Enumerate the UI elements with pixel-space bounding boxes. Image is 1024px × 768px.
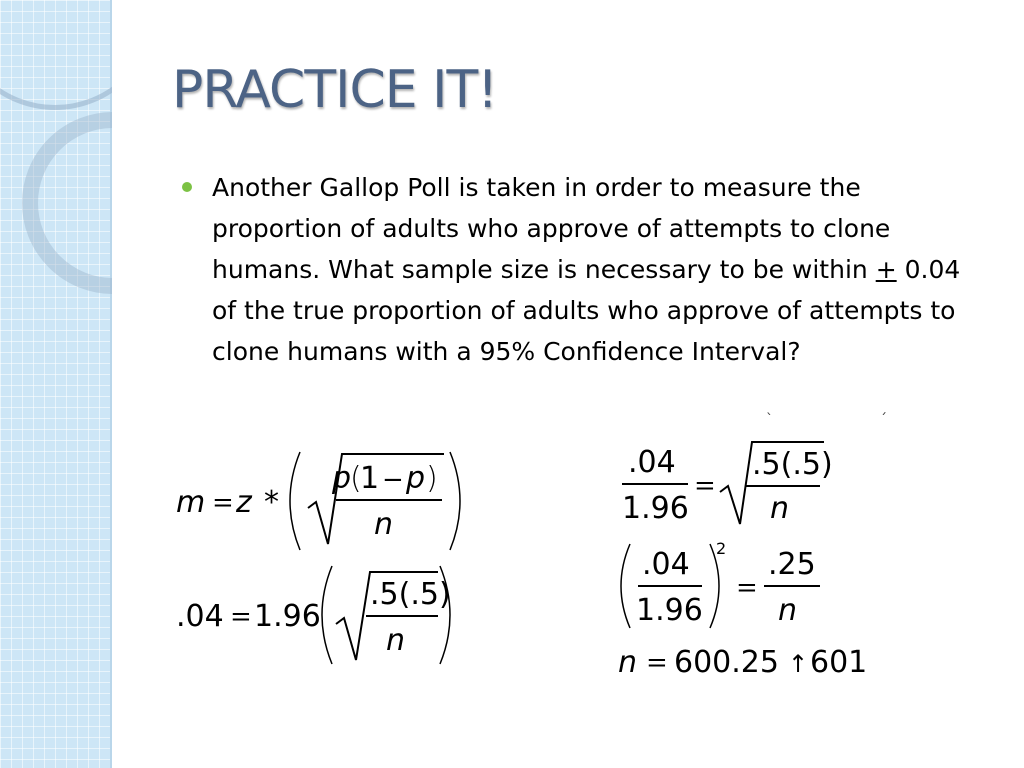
- eq-symbol: p: [406, 461, 426, 496]
- bullet-text-part: 0.04 of the true proportion of adults who approve of attempts to clone humans with a 95% Confidence Interval?: [212, 255, 961, 366]
- decorative-ring: [0, 0, 112, 110]
- eq-paren: (: [350, 461, 362, 496]
- eq-equals: =: [736, 573, 758, 603]
- eq-numerator: .5(.5): [370, 577, 451, 612]
- bullet-text-part: Another Gallop Poll is taken in order to measure the proportion of adults who approve of attempts to clone humans. What sample size is necessary to be within: [212, 173, 891, 284]
- decorative-ring: [22, 112, 112, 294]
- eq-denominator: 1.96: [636, 593, 703, 628]
- up-arrow-icon: ↑: [788, 650, 809, 678]
- eq-numerator: .04: [642, 547, 690, 582]
- equation-result: [618, 644, 878, 684]
- eq-number: 600.25: [674, 645, 779, 680]
- eq-number: 1.96: [254, 599, 321, 634]
- eq-symbol: m: [176, 485, 206, 520]
- eq-symbol: n: [386, 623, 406, 658]
- eq-numerator: .04: [628, 445, 676, 480]
- left-paren: [290, 452, 300, 550]
- slide-title: PRACTICE IT!: [172, 60, 498, 120]
- eq-symbol: n: [778, 593, 798, 628]
- left-paren: [322, 566, 332, 664]
- bullet-icon: [182, 182, 192, 192]
- eq-symbol: n: [374, 507, 394, 542]
- render-artifact: ´: [880, 412, 887, 428]
- equation-ratio: [620, 436, 840, 532]
- decorative-sidebar: [0, 0, 112, 768]
- eq-equals: =: [694, 471, 716, 501]
- eq-exponent: 2: [716, 539, 727, 558]
- render-artifact: `: [766, 412, 773, 428]
- right-paren: [450, 452, 460, 550]
- eq-symbol: n: [618, 645, 638, 680]
- eq-equals: =: [230, 602, 252, 632]
- equation-margin-formula: [176, 448, 466, 556]
- eq-symbol: 1: [360, 461, 380, 496]
- left-paren: [621, 544, 630, 628]
- bullet-text: [212, 167, 982, 372]
- eq-symbol: z: [236, 485, 252, 520]
- eq-symbol: *: [264, 485, 279, 520]
- eq-paren: ): [426, 461, 438, 496]
- eq-equals: =: [646, 648, 668, 678]
- eq-numerator: .25: [768, 547, 816, 582]
- eq-denominator: 1.96: [622, 491, 689, 526]
- eq-number: .04: [176, 599, 224, 634]
- eq-equals: =: [212, 488, 234, 518]
- eq-minus: −: [382, 465, 404, 495]
- eq-number: 601: [810, 645, 868, 680]
- equation-substituted: [176, 562, 456, 672]
- plus-minus-symbol: +: [875, 255, 897, 284]
- eq-symbol: p: [332, 461, 352, 496]
- equation-squared: [616, 536, 836, 632]
- eq-symbol: n: [770, 491, 790, 526]
- eq-numerator: .5(.5): [752, 447, 833, 482]
